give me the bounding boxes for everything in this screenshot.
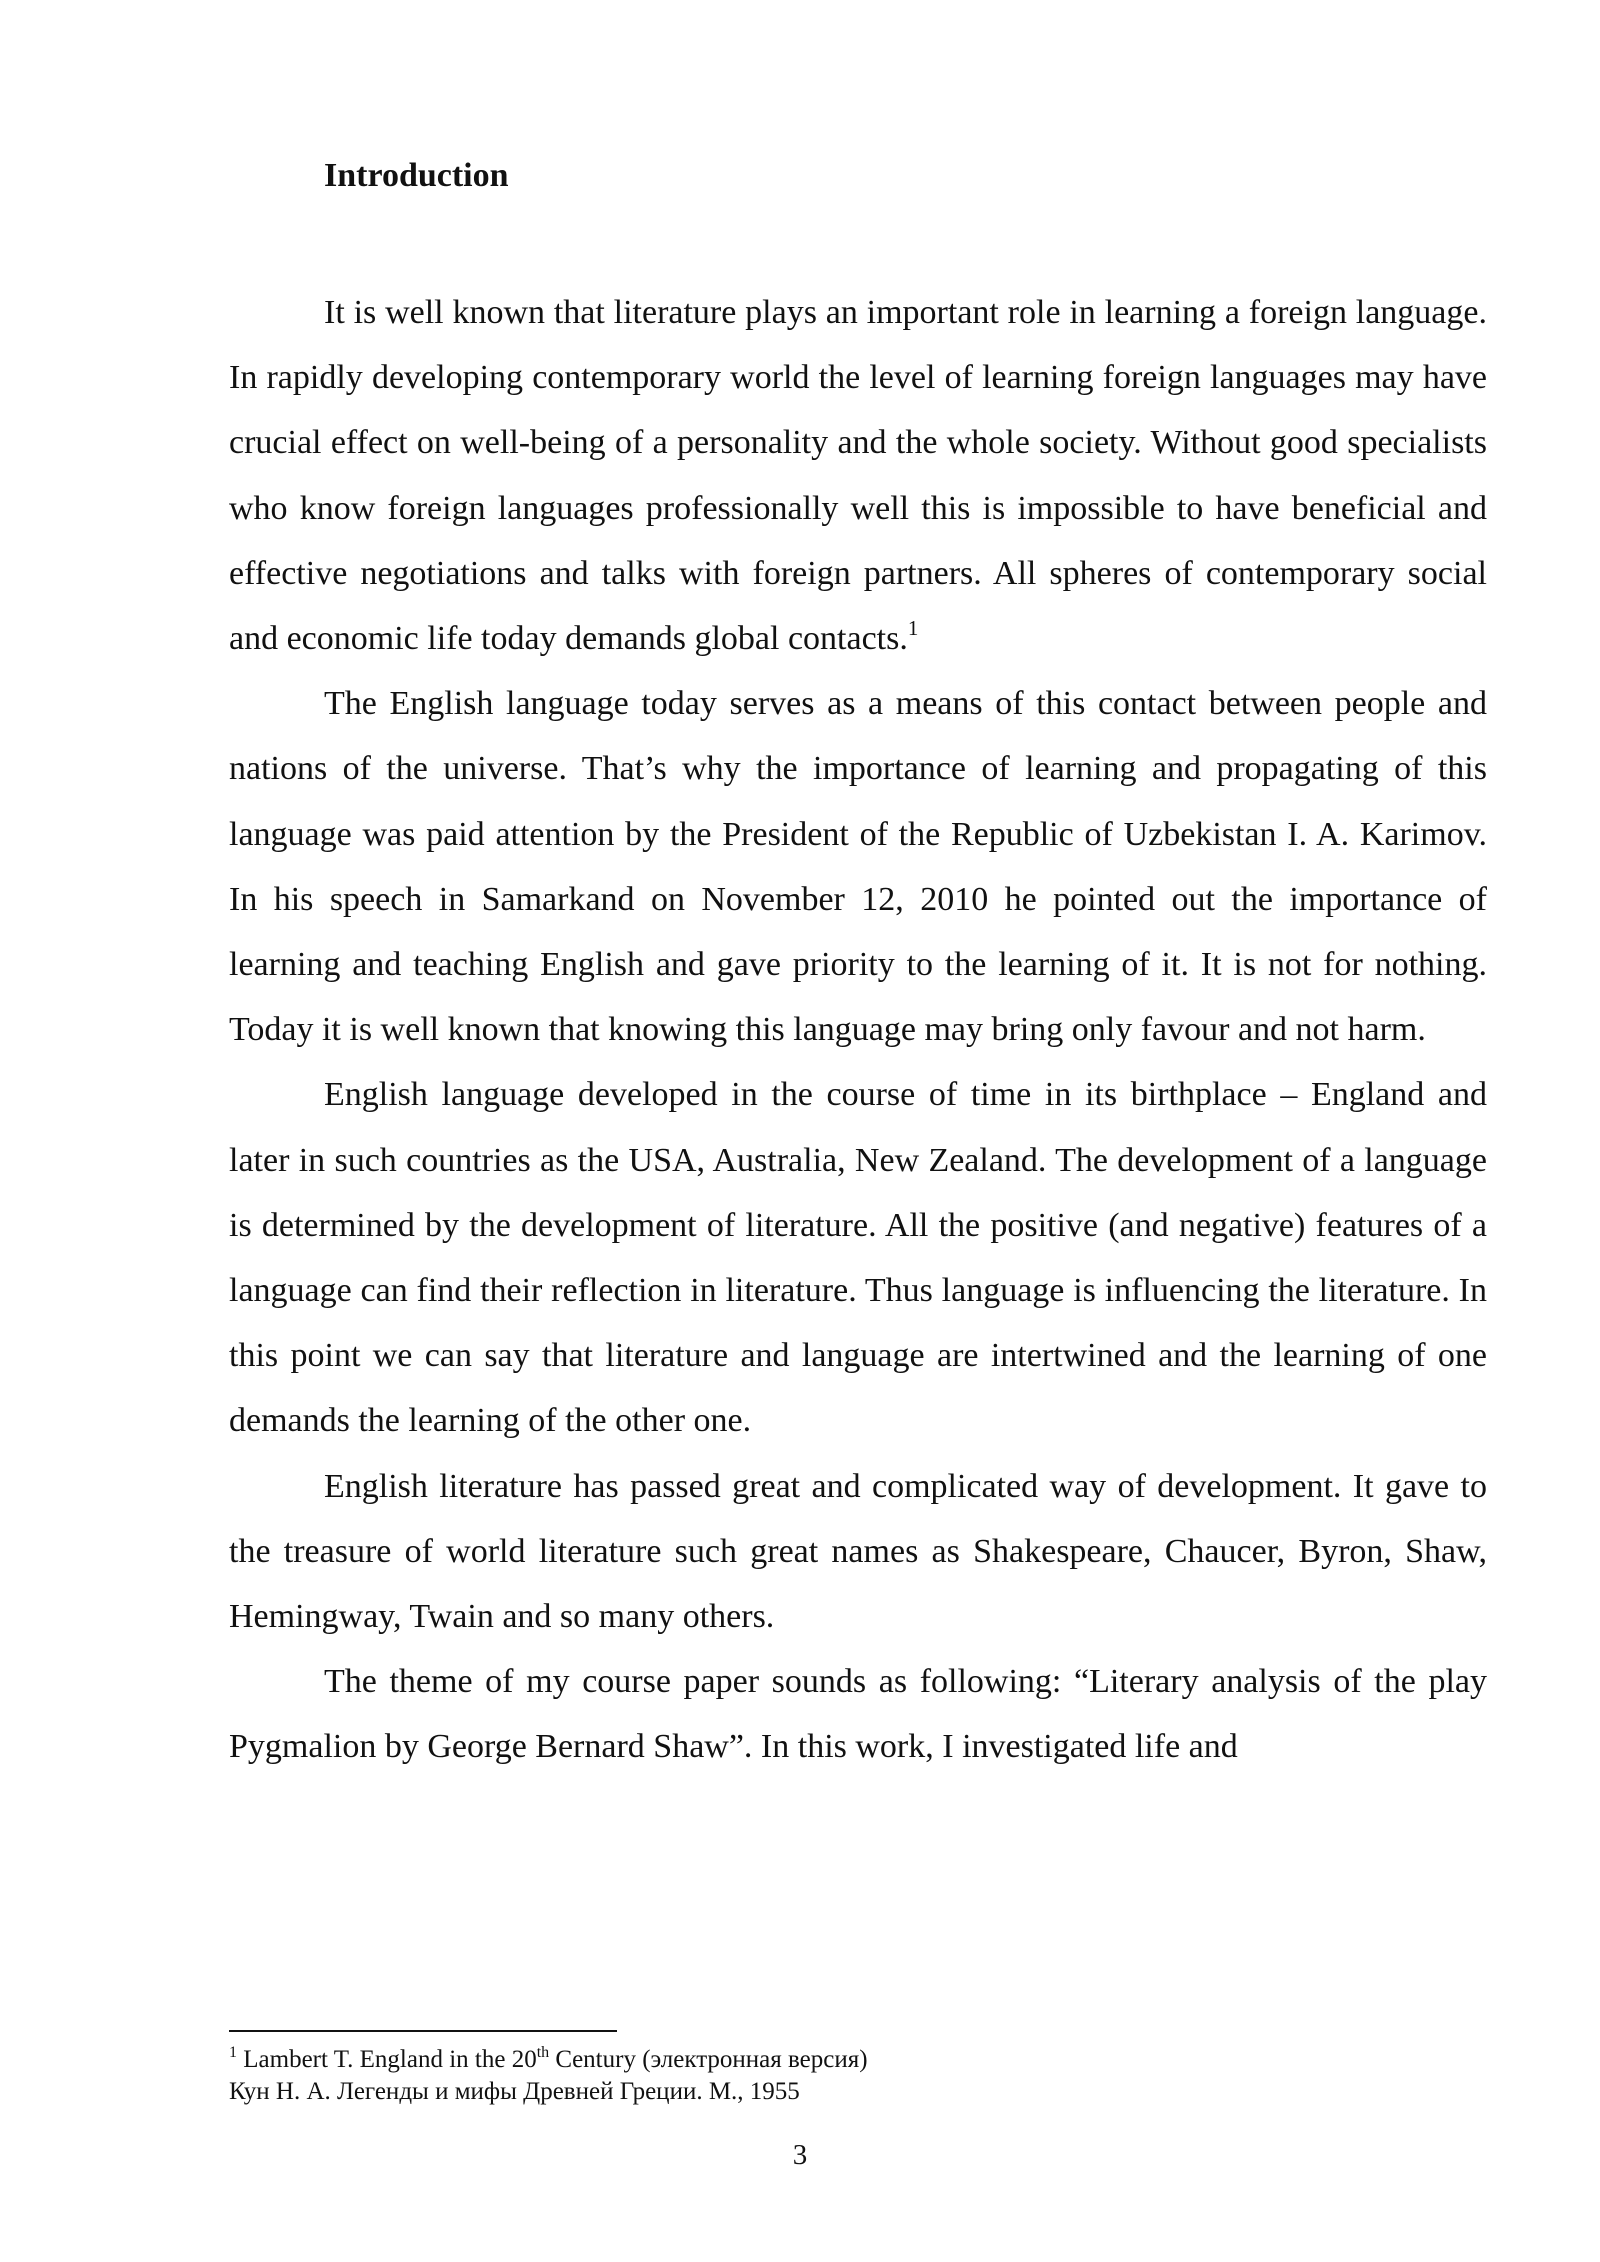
footnote-1-ordinal-suffix: th <box>536 2044 550 2061</box>
footnotes <box>229 2044 1487 2108</box>
paragraph-2: The English language today serves as a means of this contact between people and nations of the universe. That’s why the importance of learning and propagating of this language was paid attention by the President of the Republic of Uzbekistan I. A. Karimov. In his speech in Samarkand on November 12, 2010 he pointed out the importance of learning and teaching English and gave priority to the learning of it. It is not for nothing. Today it is well known that knowing this language may bring only favour and not harm. <box>229 685 1487 1049</box>
paragraph-1-text: It is well known that literature plays an important role in learning a foreign language. In rapidly developing contemporary world the level of learning foreign languages may have crucial effect on well-being of a personality and the whole society. Without good specialists who know foreign languages professionally well this is impossible to have beneficial and effective negotiations and talks with foreign partners. All spheres of contemporary social and economic life today demands global contacts. <box>229 294 1487 658</box>
paragraph-4: English literature has passed great and complicated way of development. It gave to the treasure of world literature such great names as Shakespeare, Chaucer, Byron, Shaw, Hemingway, Twain and so many others. <box>229 1467 1487 1636</box>
body-text <box>229 280 1487 1780</box>
paragraph-5: The theme of my course paper sounds as following: “Literary analysis of the play Pygmalion by George Bernard Shaw”. In this work, I investigated life and <box>229 1663 1487 1766</box>
footnote-1 <box>229 2044 1487 2076</box>
paragraph-3: English language developed in the course of time in its birthplace – England and later in such countries as the USA, Australia, New Zealand. The development of a language is determined by the development of literature. All the positive (and negative) features of a language can find their reflection in literature. Thus language is influencing the literature. In this point we can say that literature and language are intertwined and the learning of one demands the learning of the other one. <box>229 1076 1487 1440</box>
section-heading: Introduction <box>324 157 509 194</box>
paragraph-1 <box>229 280 1487 671</box>
footnote-separator <box>229 2030 617 2032</box>
footnote-reference-1: 1 <box>907 616 919 641</box>
footnote-1-text-start: Lambert T. England in the 20 <box>237 2046 537 2073</box>
page-number: 3 <box>792 2139 808 2171</box>
footnote-1-text-end: Century (электронная версия) <box>549 2046 868 2073</box>
footnote-1-marker: 1 <box>229 2044 237 2061</box>
footnote-2: Кун Н. А. Легенды и мифы Древней Греции. М., 1955 <box>229 2078 800 2105</box>
